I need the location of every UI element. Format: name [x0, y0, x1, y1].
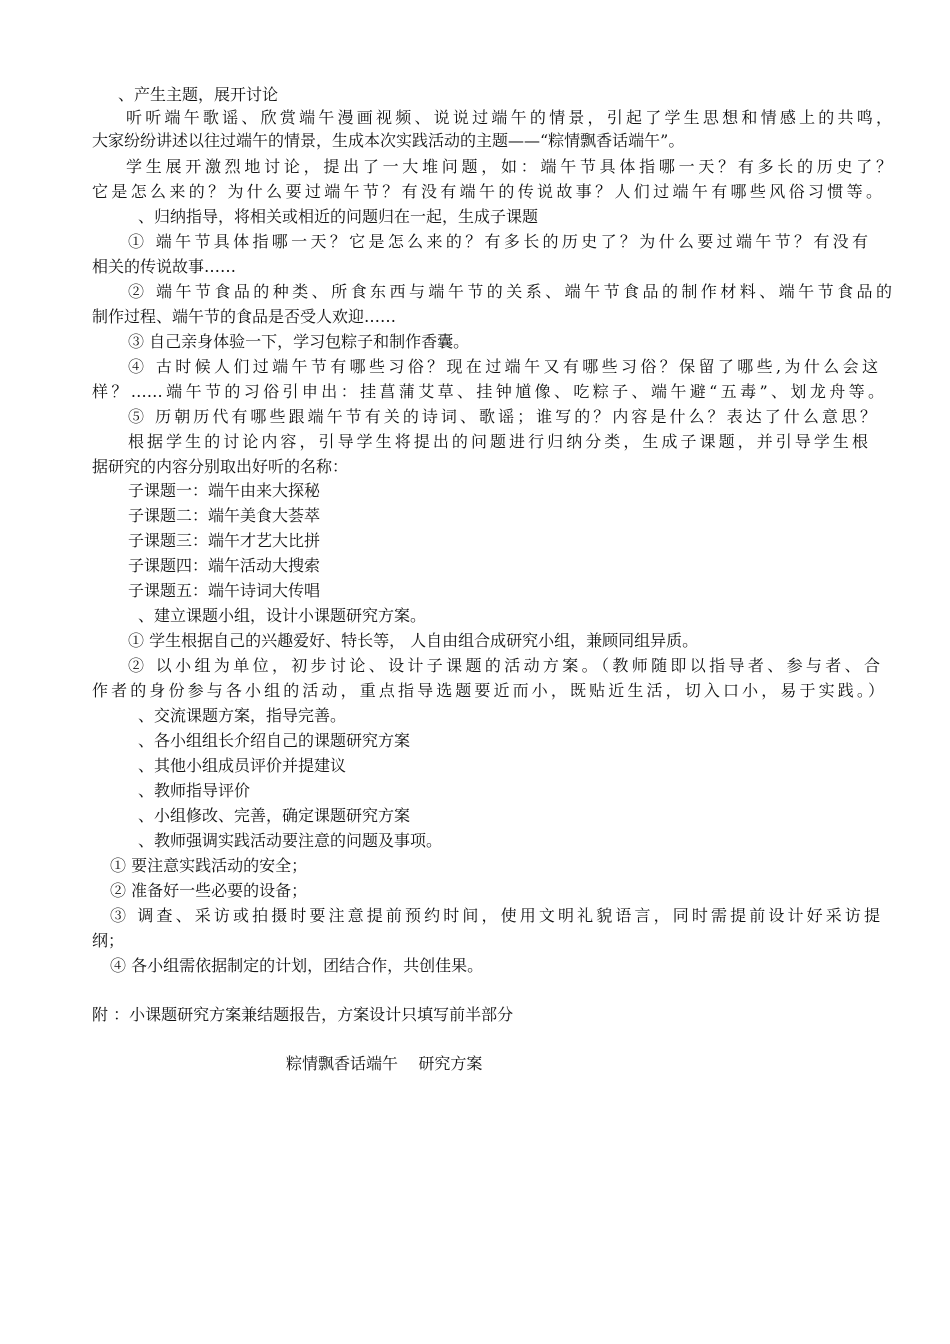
list-item-continued: 制作过程、端午节的食品是否受人欢迎……: [92, 307, 397, 326]
note-item: ② 准备好一些必要的设备；: [110, 881, 308, 900]
section-heading-5: 、教师强调实践活动要注意的问题及事项。: [138, 831, 443, 850]
plan-title: 粽情飘香话端午 研究方案: [286, 1054, 483, 1073]
subtopic-item: 子课题四：端午活动大搜索: [128, 556, 321, 575]
subtopic-item: 子课题二：端午美食大荟萃: [128, 506, 321, 525]
list-item: ③ 自己亲身体验一下，学习包粽子和制作香囊。: [128, 332, 470, 351]
subtopic-item: 子课题五：端午诗词大传唱: [128, 581, 321, 600]
note-item: ④ 各小组需依据制定的计划，团结合作，共创佳果。: [110, 956, 484, 975]
list-item: ② 端午节食品的种类、所食东西与端午节的关系、端午节食品的制作材料、端午节食品的: [128, 282, 892, 301]
section-heading-4: 、交流课题方案，指导完善。: [138, 706, 347, 725]
list-item-continued: 作者的身份参与各小组的活动，重点指导选题要近而小，既贴近生活，切入口小，易于实践。）: [92, 681, 884, 700]
paragraph-line: 听听端午歌谣、欣赏端午漫画视频、说说过端午的情景，引起了学生思想和情感上的共鸣，: [126, 108, 892, 127]
appendix-note: 附 ：小课题研究方案兼结题报告，方案设计只填写前半部分: [92, 1005, 514, 1024]
step-item: 、教师指导评价: [138, 781, 251, 800]
list-item: ⑤ 历朝历代有哪些跟端午节有关的诗词、歌谣；谁写的？内容是什么？表达了什么意思？: [128, 407, 876, 426]
section-heading-3: 、建立课题小组，设计小课题研究方案。: [138, 606, 427, 625]
step-item: 、小组修改、完善，确定课题研究方案: [138, 806, 411, 825]
note-item: ③ 调查、采访或拍摄时要注意提前预约时间，使用文明礼貌语言，同时需提前设计好采访提: [110, 906, 880, 925]
list-item: ② 以小组为单位，初步讨论、设计子课题的活动方案。（教师随即以指导者、参与者、合: [128, 656, 880, 675]
paragraph-line: 根据学生的讨论内容，引导学生将提出的问题进行归纳分类，生成子课题，并引导学生根: [128, 432, 868, 451]
list-item: ① 学生根据自己的兴趣爱好、特长等， 人自由组合成研究小组，兼顾同组异质。: [128, 631, 699, 650]
paragraph-line: 学生展开激烈地讨论，提出了一大堆问题，如：端午节具体指哪一天？有多长的历史了？: [126, 157, 892, 176]
paragraph-line: 大家纷纷讲述以往过端午的情景，生成本次实践活动的主题——“粽情飘香话端午”。: [92, 131, 685, 150]
list-item: ④ 古时候人们过端午节有哪些习俗？现在过端午又有哪些习俗？保留了哪些,为什么会这: [128, 357, 878, 376]
note-item-continued: 纲；: [92, 931, 125, 950]
paragraph-line: 它是怎么来的？为什么要过端午节？有没有端午的传说故事？人们过端午有哪些风俗习惯等。: [92, 182, 882, 201]
list-item-continued: 样？……端午节的习俗引申出：挂菖蒲艾草、挂钟馗像、吃粽子、端午避“五毒”、划龙舟等。: [92, 382, 884, 401]
list-item-continued: 相关的传说故事……: [92, 257, 237, 276]
subtopic-item: 子课题三：端午才艺大比拼: [128, 531, 321, 550]
note-item: ① 要注意实践活动的安全；: [110, 856, 308, 875]
section-heading-1: 、产生主题，展开讨论: [118, 85, 279, 104]
subtopic-item: 子课题一：端午由来大探秘: [128, 481, 321, 500]
section-heading-2: 、归纳指导，将相关或相近的问题归在一起，生成子课题: [138, 207, 539, 226]
paragraph-line: 据研究的内容分别取出好听的名称：: [92, 457, 349, 476]
list-item: ① 端午节具体指哪一天？它是怎么来的？有多长的历史了？为什么要过端午节？有没有: [128, 232, 868, 251]
step-item: 、各小组组长介绍自己的课题研究方案: [138, 731, 411, 750]
step-item: 、其他小组成员评价并提建议: [138, 756, 347, 775]
